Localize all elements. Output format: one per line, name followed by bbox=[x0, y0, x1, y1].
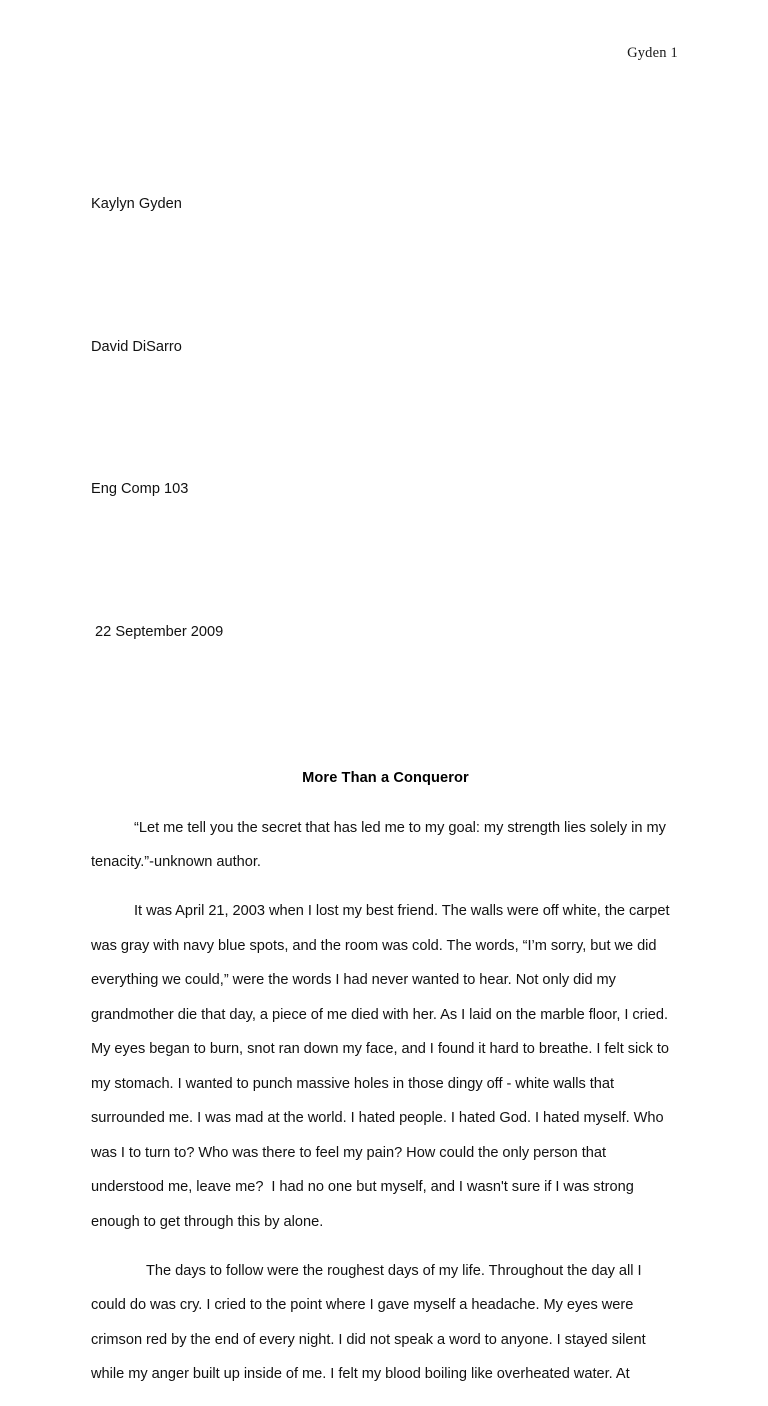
course-name: Eng Comp 103 bbox=[91, 481, 189, 497]
page-running-head: Gyden 1 bbox=[627, 45, 678, 61]
epigraph-paragraph: “Let me tell you the secret that has led me to my goal: my strength lies solely in my tenacity.”-unknown author. bbox=[91, 819, 670, 870]
body-paragraph-2: The days to follow were the roughest days of my life. Throughout the day all I could do was cry. I cried to the point where I gave myself a headache. My eyes were crimson red by the end of every night. I did not speak a word to anyone. I stayed silent while my anger built up inside of me. I felt my blood boiling like overheated water. At bbox=[91, 1262, 650, 1383]
submission-date: 22 September 2009 bbox=[91, 623, 224, 640]
essay-title: More Than a Conqueror bbox=[302, 770, 469, 786]
mla-heading-block bbox=[91, 86, 680, 751]
document-text-column bbox=[91, 86, 680, 1406]
instructor-name: David DiSarro bbox=[91, 338, 182, 355]
student-name: Kaylyn Gyden bbox=[91, 196, 182, 212]
body-paragraph-1: It was April 21, 2003 when I lost my best friend. The walls were off white, the carpet was gray with navy blue spots, and the room was cold. The words, “I’m sorry, but we did everything we could,” were the words I had never wanted to hear. Not only did my grandmother die that day, a piece of me died with her. As I laid on the marble floor, I cried. My eyes began to burn, snot ran down my face, and I found it hard to breathe. I felt sick to my stomach. I wanted to punch massive holes in those dingy off - white walls that surrounded me. I was mad at the world. I hated people. I hated God. I hated myself. Who was I to turn to? Who was there to feel my pain? How could the only person that understood me, leave me? I had no one but myself, and I wasn't sure if I was strong enough to get through this by alone. bbox=[91, 903, 674, 1230]
